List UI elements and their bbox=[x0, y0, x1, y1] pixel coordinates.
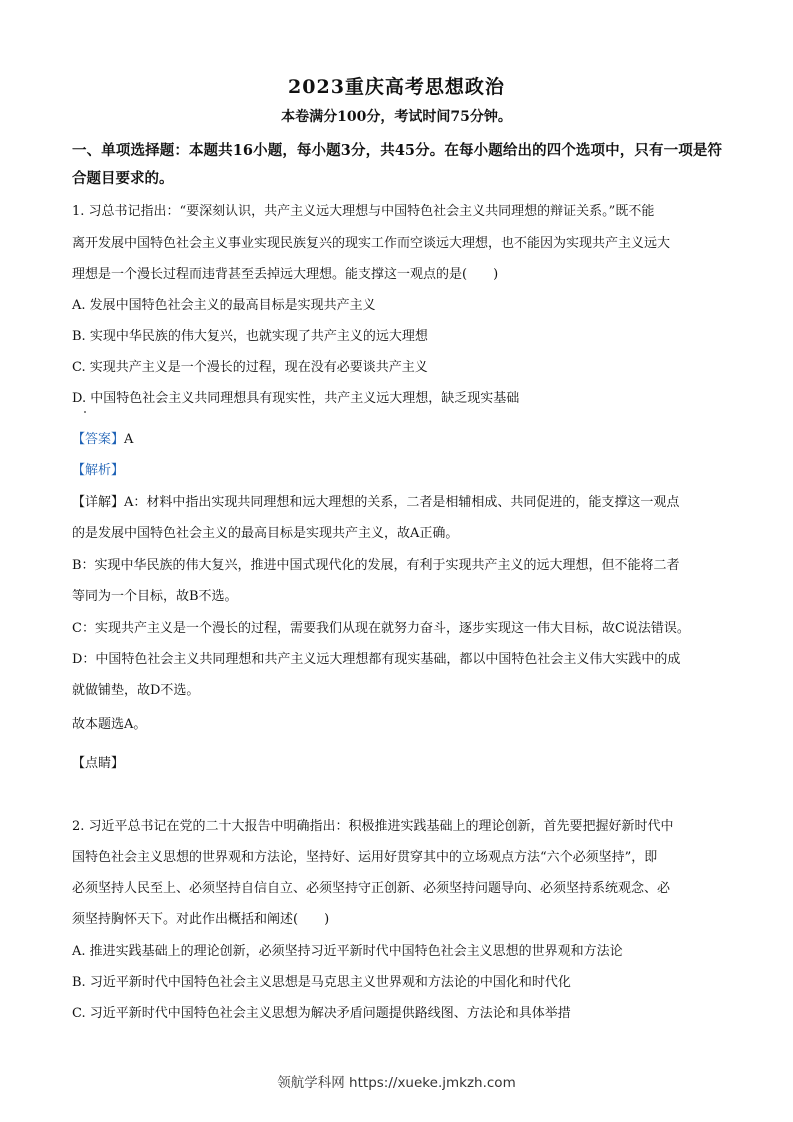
q1-note-label: 【点睛】 bbox=[72, 756, 125, 771]
q1-option-d: D. 中国特色社会主义共同理想具有现实性，共产主义远大理想，缺乏现实基础 bbox=[72, 391, 520, 406]
q1-detail-line: 的是发展中国特色社会主义的最高目标是实现共产主义，故A正确。 bbox=[72, 526, 459, 541]
q1-detail-line: 就做铺垫，故D不选。 bbox=[72, 683, 200, 698]
q2-stem-line: 须坚持胸怀天下。对此作出概括和阐述( ) bbox=[72, 912, 330, 927]
answer-value: A bbox=[124, 432, 134, 447]
q1-analysis bbox=[72, 462, 722, 480]
q1-stem-line: 理想是一个漫长过程而违背甚至丢掉远大理想。能支撑这一观点的是( ) bbox=[72, 267, 499, 282]
footer-watermark: 领航学科网 https://xueke.jmkzh.com bbox=[277, 1075, 516, 1091]
q1-detail-line: C：实现共产主义是一个漫长的过程，需要我们从现在就努力奋斗，逐步实现这一伟大目标，故C说法错误。 bbox=[72, 621, 690, 636]
stray-mark bbox=[84, 411, 86, 413]
q2-option-b: B. 习近平新时代中国特色社会主义思想是马克思主义世界观和方法论的中国化和时代化 bbox=[72, 975, 571, 990]
q2-stem-line: 国特色社会主义思想的世界观和方法论，坚持好、运用好贯穿其中的立场观点方法“六个必须坚持”，即 bbox=[72, 850, 658, 865]
q1-detail-line: 等同为一个目标，故B不选。 bbox=[72, 589, 238, 604]
q2-option-a: A. 推进实践基础上的理论创新，必须坚持习近平新时代中国特色社会主义思想的世界观和方法论 bbox=[72, 944, 623, 959]
q2-stem-line: 2. 习近平总书记在党的二十大报告中明确指出：积极推进实践基础上的理论创新，首先要把握好新时代中 bbox=[72, 819, 674, 834]
analysis-label: 【解析】 bbox=[72, 463, 125, 478]
q1-detail-line: D：中国特色社会主义共同理想和共产主义远大理想都有现实基础，都以中国特色社会主义伟大实践中的成 bbox=[72, 652, 681, 667]
detail-label: 【详解】 bbox=[72, 495, 125, 510]
q1-stem-line: 离开发展中国特色社会主义事业实现民族复兴的现实工作而空谈远大理想，也不能因为实现共产主义远大 bbox=[72, 236, 671, 251]
answer-label: 【答案】 bbox=[72, 432, 125, 447]
q1-conclusion: 故本题选A。 bbox=[72, 717, 147, 732]
q1-detail-line bbox=[72, 494, 722, 512]
q1-stem-line: 1. 习总书记指出：“要深刻认识，共产主义远大理想与中国特色社会主义共同理想的辩证关系。”既不能 bbox=[72, 204, 655, 219]
q1-answer bbox=[72, 431, 722, 449]
q2-option-c: C. 习近平新时代中国特色社会主义思想为解决矛盾问题提供路线图、方法论和具体举措 bbox=[72, 1006, 571, 1021]
detail-text: A：材料中指出实现共同理想和远大理想的关系，二者是相辅相成、共同促进的，能支撑这一观点 bbox=[124, 495, 680, 510]
q1-option-b: B. 实现中华民族的伟大复兴，也就实现了共产主义的远大理想 bbox=[72, 329, 428, 344]
page-title: 2023重庆高考思想政治 bbox=[288, 76, 505, 98]
section-heading: 一、单项选择题：本题共16小题，每小题3分，共45分。在每小题给出的四个选项中，只有一项是符合题目要求的。 bbox=[72, 142, 722, 187]
q1-detail-line: B：实现中华民族的伟大复兴，推进中国式现代化的发展，有利于实现共产主义的远大理想，但不能将二者 bbox=[72, 558, 680, 573]
q1-option-a: A. 发展中国特色社会主义的最高目标是实现共产主义 bbox=[72, 298, 376, 313]
q2-stem-line: 必须坚持人民至上、必须坚持自信自立、必须坚持守正创新、必须坚持问题导向、必须坚持系统观念、必 bbox=[72, 881, 671, 896]
q1-option-c: C. 实现共产主义是一个漫长的过程，现在没有必要谈共产主义 bbox=[72, 360, 428, 375]
exam-subtitle: 本卷满分100分，考试时间75分钟。 bbox=[281, 109, 512, 125]
